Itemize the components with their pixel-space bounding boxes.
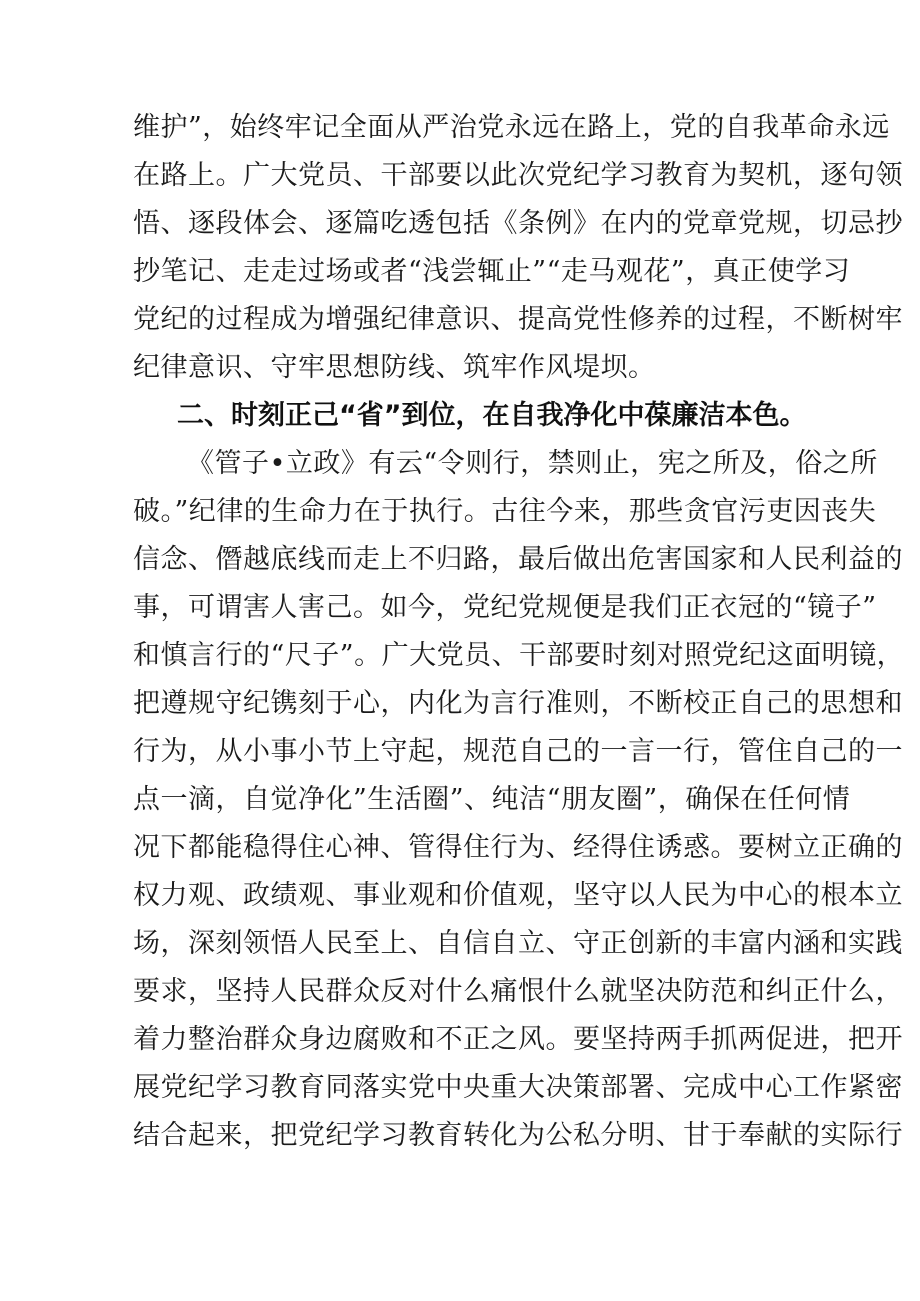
- paragraph-line: 权力观、政绩观、事业观和价值观，坚守以人民为中心的根本立: [133, 880, 903, 911]
- paragraph-line: 场，深刻领悟人民至上、自信自立、守正创新的丰富内涵和实践: [133, 928, 903, 959]
- paragraph-line: 展党纪学习教育同落实党中央重大决策部署、完成中心工作紧密: [133, 1072, 903, 1103]
- paragraph-line: 要求，坚持人民群众反对什么痛恨什么就坚决防范和纠正什么，: [133, 976, 903, 1007]
- paragraph-line: 和慎言行的“尺子”。广大党员、干部要时刻对照党纪这面明镜，: [133, 640, 905, 671]
- paragraph-line: 点一滴，自觉净化”生活圈”、纯洁“朋友圈”，确保在任何情: [133, 784, 851, 815]
- paragraph-line: 信念、僭越底线而走上不归路，最后做出危害国家和人民利益的: [133, 544, 903, 575]
- paragraph-line: 党纪的过程成为增强纪律意识、提高党性修养的过程，不断树牢: [133, 304, 903, 335]
- document-body: [133, 104, 905, 1160]
- paragraph-line: 着力整治群众身边腐败和不正之风。要坚持两手抓两促进，把开: [133, 1024, 903, 1055]
- paragraph-line: 把遵规守纪镌刻于心，内化为言行准则，不断校正自己的思想和: [133, 688, 903, 719]
- paragraph-line: 在路上。广大党员、干部要以此次党纪学习教育为契机，逐句领: [133, 160, 903, 191]
- paragraph-line: 行为，从小事小节上守起，规范自己的一言一行，管住自己的一: [133, 736, 903, 767]
- paragraph-line: 破。”纪律的生命力在于执行。古往今来，那些贪官污吏因丧失: [133, 496, 877, 527]
- paragraph-line: 维护”，始终牢记全面从严治党永远在路上，党的自我革命永远: [133, 112, 890, 143]
- section-heading: 二、时刻正己“省”到位，在自我净化中葆廉洁本色。: [177, 400, 807, 431]
- paragraph-line: 事，可谓害人害己。如今，党纪党规便是我们正衣冠的“镜子”: [133, 592, 877, 623]
- paragraph-line: 抄笔记、走走过场或者“浅尝辄止”“走马观花”，真正使学习: [133, 256, 851, 287]
- paragraph-line: 悟、逐段体会、逐篇吃透包括《条例》在内的党章党规，切忌抄: [133, 208, 903, 239]
- paragraph-line: 纪律意识、守牢思想防线、筑牢作风堤坝。: [133, 352, 656, 383]
- paragraph-line: 《管子•立政》有云“令则行，禁则止，宪之所及，俗之所: [187, 448, 878, 479]
- paragraph-line: 结合起来，把党纪学习教育转化为公私分明、甘于奉献的实际行: [133, 1120, 903, 1151]
- paragraph-line: 况下都能稳得住心神、管得住行为、经得住诱惑。要树立正确的: [133, 832, 903, 863]
